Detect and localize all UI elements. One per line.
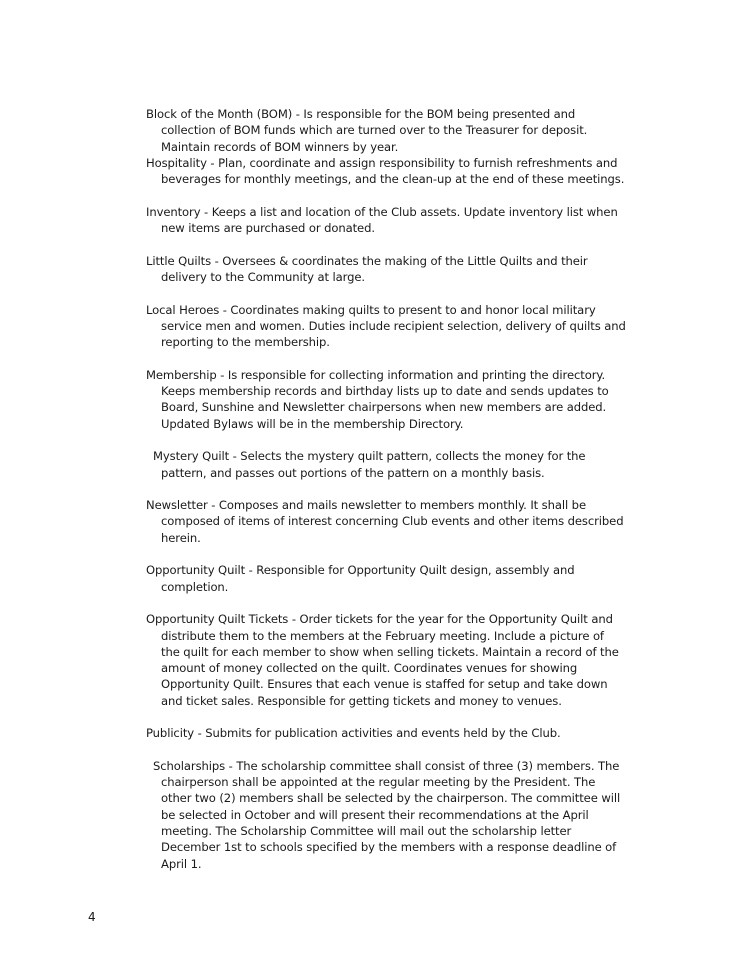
entry-inventory: Inventory - Keeps a list and location of the Club assets. Update inventory list when new items are purchased or donated. [146,204,618,236]
entry-opportunity-quilt-tickets: Opportunity Quilt Tickets - Order tickets for the year for the Opportunity Quilt and distribute them to the members at the February meeting. Include a picture of the quilt for each member to show when selling tickets. Maintain a record of the amount of money collected on the quilt. Coordinates venues for showing Opportunity Quilt. Ensures that each venue is staffed for setup and take down and ticket sales. Responsible for getting tickets and money to venues. [146,612,619,708]
entry-publicity: Publicity - Submits for publication activities and events held by the Club. [146,726,561,741]
entry-block-of-the-month: Block of the Month (BOM) - Is responsible for the BOM being presented and collection of BOM funds which are turned over to the Treasurer for deposit. Maintain records of BOM winners by year. [146,107,588,154]
page-number: 4 [88,910,96,924]
entry-little-quilts: Little Quilts - Oversees & coordinates the making of the Little Quilts and their delivery to the Community at large. [146,253,588,284]
entry-opportunity-quilt: Opportunity Quilt - Responsible for Opportunity Quilt design, assembly and completion. [146,563,575,594]
entry-hospitality: Hospitality - Plan, coordinate and assign responsibility to furnish refreshments and beverages for monthly meetings, and the clean-up at the end of these meetings. [146,155,625,187]
entry-scholarships: Scholarships - The scholarship committee shall consist of three (3) members. The chairperson shall be appointed at the regular meeting by the President. The other two (2) members shall be selected by the chairperson. The committee will be selected in October and will present their recommendations at the April meeting. The Scholarship Committee will mail out the scholarship letter December 1st to schools specified by the members with a response deadline of April 1. [153,758,621,871]
entry-membership: Membership - Is responsible for collecting information and printing the directory. Keeps membership records and birthday lists up to date and sends updates to Board, Sunshine and Newsletter chairpersons when new members are added. Updated Bylaws will be in the membership Directory. [146,367,609,431]
entry-mystery-quilt: Mystery Quilt - Selects the mystery quilt pattern, collects the money for the pattern, and passes out portions of the pattern on a monthly basis. [153,449,586,480]
entry-local-heroes: Local Heroes - Coordinates making quilts to present to and honor local military service men and women. Duties include recipient selection, delivery of quilts and reporting to the membership. [146,302,626,350]
page-content [146,106,626,888]
entry-newsletter: Newsletter - Composes and mails newsletter to members monthly. It shall be composed of items of interest concerning Club events and other items described herein. [146,498,624,545]
